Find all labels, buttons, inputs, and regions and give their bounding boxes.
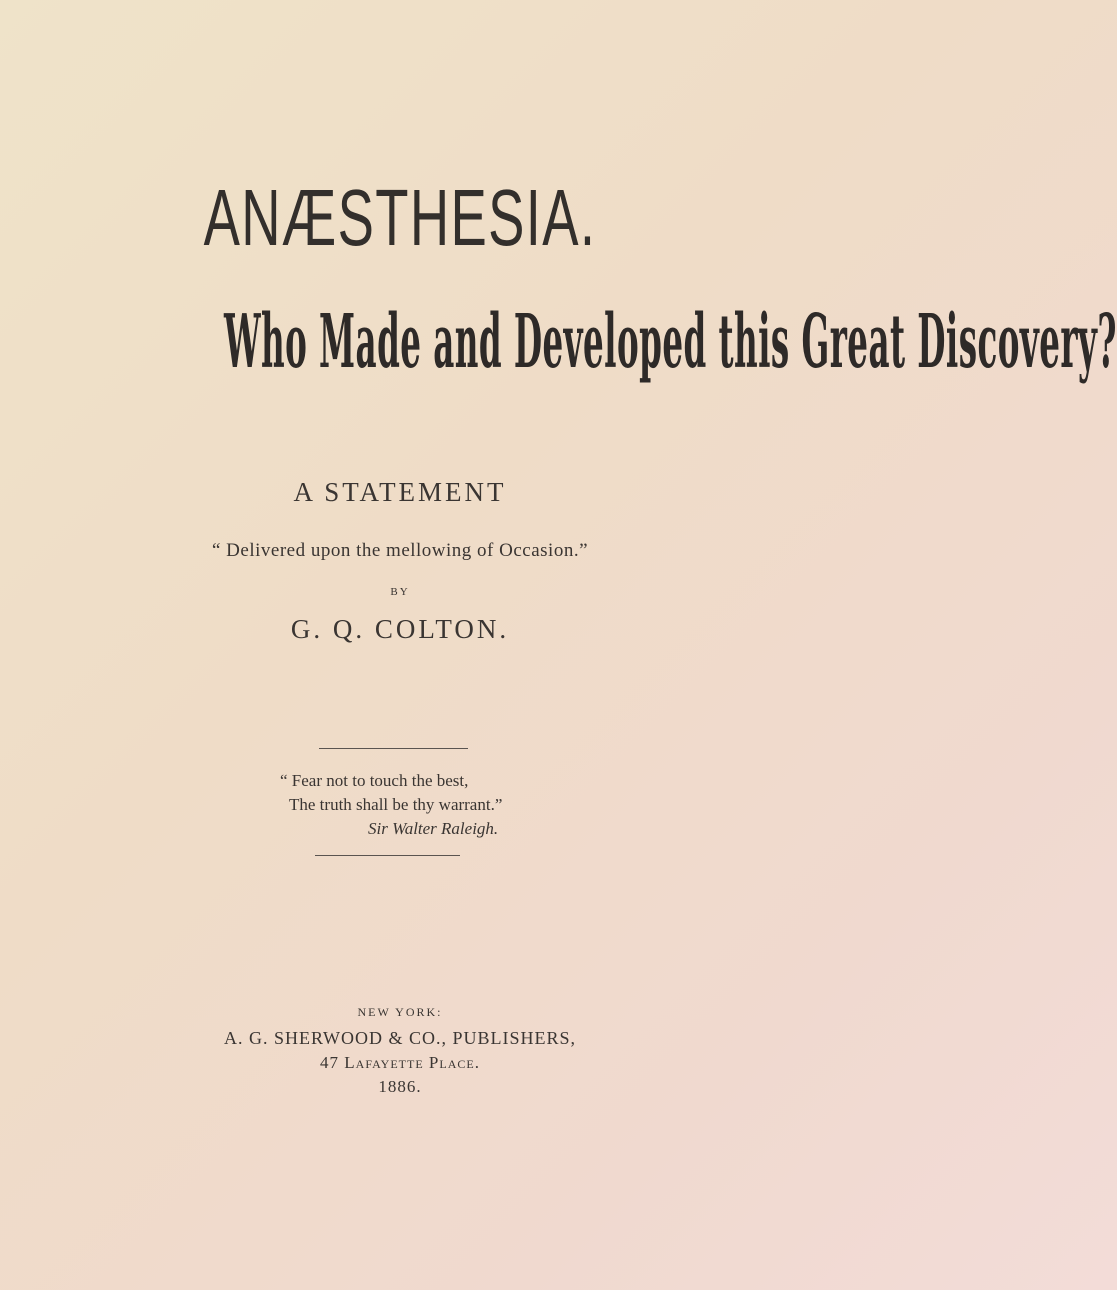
quote-line-1: “ Fear not to touch the best, (280, 771, 469, 790)
quote-line-2: The truth shall be thy warrant.” (289, 795, 503, 814)
divider-top (319, 748, 468, 749)
publication-year: 1886. (378, 1077, 422, 1096)
author-name: G. Q. COLTON. (290, 614, 510, 644)
quote-attribution: Sir Walter Raleigh. (368, 819, 499, 838)
statement-heading: A STATEMENT (293, 477, 507, 507)
publisher-address: 47 Lafayette Place. (320, 1053, 480, 1072)
book-title: ANÆSTHESIA. (203, 173, 597, 262)
publisher-name: A. G. SHERWOOD & CO., PUBLISHERS, (223, 1028, 577, 1048)
book-subtitle: Who Made and Developed this Great Discovery? (224, 299, 1117, 385)
by-label: BY (390, 586, 410, 598)
divider-bottom (315, 855, 460, 856)
publisher-city: NEW YORK: (357, 1005, 443, 1019)
epigraph-delivered: “ Delivered upon the mellowing of Occasion.” (211, 540, 589, 561)
publisher-block (0, 1003, 800, 1099)
